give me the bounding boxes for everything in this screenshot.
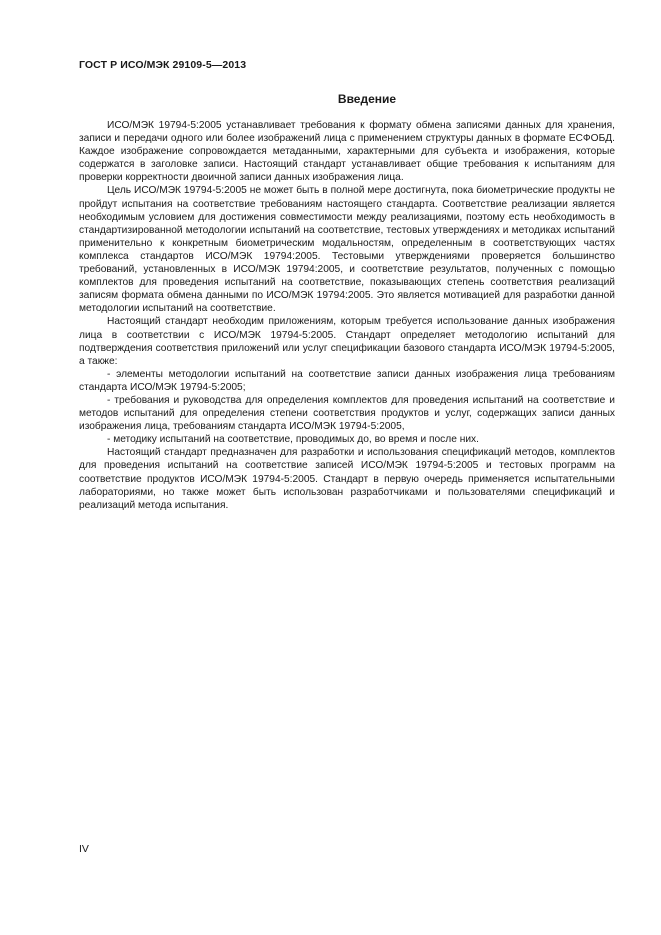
paragraph: Настоящий стандарт необходим приложениям, которым требуется использование данных изображения лица в соответствии с ИСО/МЭК 19794-5:2005. Стандарт определяет методологию испытаний для подтверждения соответствия приложений или услуг спецификации базового стандарта ИСО/МЭК 19794-5:2005, а также:	[79, 316, 615, 367]
body-text	[79, 119, 615, 512]
paragraph: ИСО/МЭК 19794-5:2005 устанавливает требования к формату обмена записями данных для хранения, записи и передачи одного или более изображений лица с применением структуры данных в формате ЕСФОБД. Каждое изображение сопровождается метаданными, характерными для субъекта и изображения, которые содержатся в заголовке записи. Настоящий стандарт устанавливает общие требования к испытаниям для проверки корректности двоичной записи данных изображения лица.	[79, 120, 615, 184]
document-header: ГОСТ Р ИСО/МЭК 29109-5—2013	[79, 59, 247, 71]
page-number: IV	[79, 843, 89, 855]
paragraph: Настоящий стандарт предназначен для разработки и использования спецификаций методов, комплектов для проведения испытаний на соответствие записей ИСО/МЭК 19794-5:2005 и тестовых программ на соответствие продуктов ИСО/МЭК 19794-5:2005. Стандарт в первую очередь применяется испытательными лабораториями, но также может быть использован разработчиками и пользователями спецификаций и реализаций метода испытания.	[79, 447, 615, 511]
paragraph: Цель ИСО/МЭК 19794-5:2005 не может быть в полной мере достигнута, пока биометрические продукты не пройдут испытания на соответствие требованиям настоящего стандарта. Соответствие реализации является необходимым условием для достижения совместимости между реализациями, поэтому есть необходимость в стандартизированной методологии испытаний на соответствие, тестовых утверждениях и методиках испытаний применительно к конкретным биометрическим модальностям, определенным в соответствующих частях комплекса стандартов ИСО/МЭК 19794:2005. Тестовыми утверждениями проверяется большинство требований, установленных в ИСО/МЭК 19794:2005, и соответствие результатов, полученных с помощью комплектов для проведения испытаний на соответствие, показывающих степень соответствия реализаций записям формата обмена данными по ИСО/МЭК 19794:2005. Это является мотивацией для разработки данной методологии испытаний на соответствие.	[79, 185, 615, 315]
section-title: Введение	[337, 92, 397, 106]
list-item: - требования и руководства для определения комплектов для проведения испытаний на соответствие и методов испытаний для определения степени соответствия продуктов и услуг, содержащих записи данных изображения лица, требованиям стандарта ИСО/МЭК 19794-5:2005,	[79, 394, 615, 433]
list-item: - методику испытаний на соответствие, проводимых до, во время и после них.	[107, 434, 479, 446]
list-item: - элементы методологии испытаний на соответствие записи данных изображения лица требованиям стандарта ИСО/МЭК 19794-5:2005;	[79, 368, 615, 393]
